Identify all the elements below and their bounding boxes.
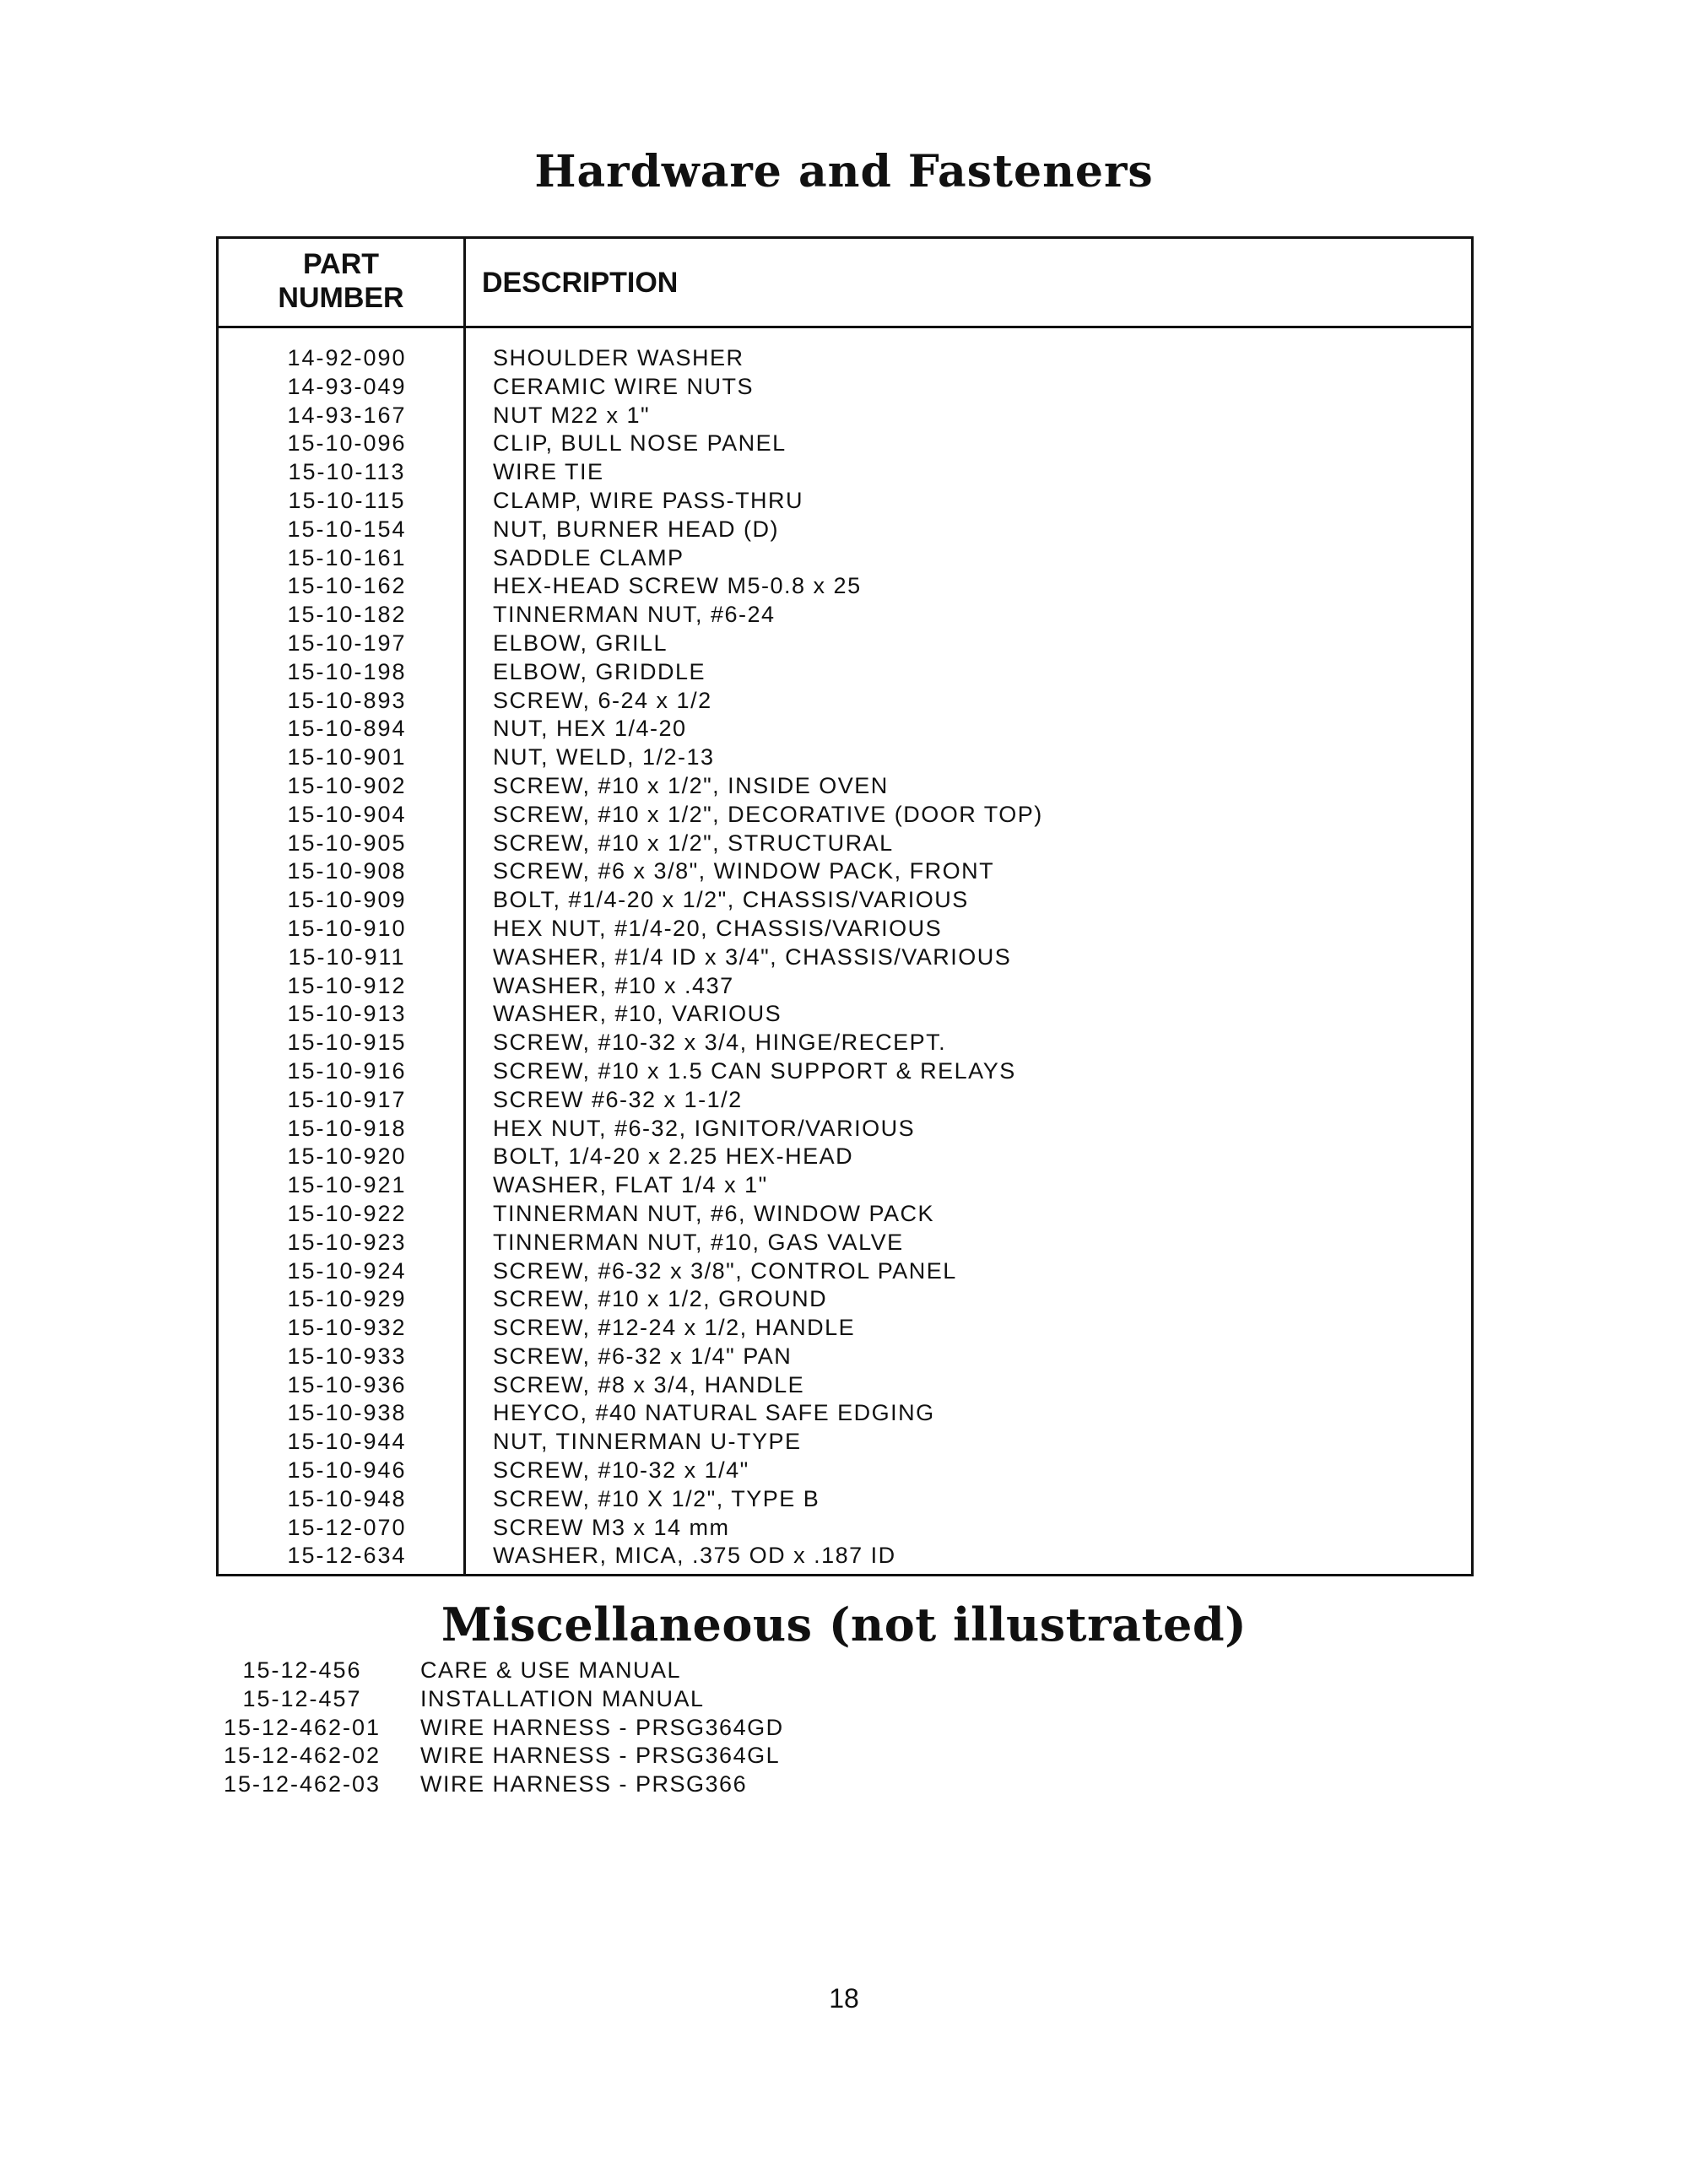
table-row — [219, 516, 1471, 544]
misc-list — [218, 1657, 784, 1799]
table-row — [219, 943, 1471, 972]
part-number-cell: 14-93-167 — [287, 402, 407, 428]
list-item — [218, 1742, 784, 1770]
list-item — [218, 1657, 784, 1685]
description-cell: ELBOW, GRIDDLE — [493, 658, 706, 684]
description-cell: TINNERMAN NUT, #6, WINDOW PACK — [493, 1200, 935, 1226]
part-number-cell: 15-10-198 — [287, 658, 407, 684]
description-cell: SCREW, #10 x 1/2, GROUND — [493, 1286, 828, 1312]
description-cell: HEYCO, #40 NATURAL SAFE EDGING — [493, 1400, 935, 1426]
part-number-cell: 15-10-923 — [287, 1229, 407, 1255]
description-cell: SCREW, #12-24 x 1/2, HANDLE — [493, 1315, 856, 1341]
description-cell: SCREW, #10 x 1/2", INSIDE OVEN — [493, 772, 889, 798]
table-body — [219, 344, 1471, 1570]
description-cell: SCREW, #10 x 1/2", STRUCTURAL — [493, 830, 894, 856]
list-item — [218, 1714, 784, 1743]
part-number-cell: 15-10-936 — [287, 1371, 407, 1397]
description-cell: SCREW, 6-24 x 1/2 — [493, 687, 712, 713]
part-number-header — [219, 247, 463, 315]
part-number-cell: 15-12-634 — [287, 1543, 407, 1569]
misc-description: CARE & USE MANUAL — [420, 1657, 682, 1683]
table-row — [219, 544, 1471, 573]
table-row — [219, 1057, 1471, 1086]
part-number-cell: 15-10-924 — [287, 1257, 407, 1284]
part-number-cell: 15-10-915 — [287, 1030, 407, 1056]
part-number-cell: 15-10-893 — [287, 687, 407, 713]
part-number-header-line1: PART — [302, 248, 380, 280]
part-number-cell: 15-10-922 — [287, 1200, 407, 1226]
description-cell: SCREW, #10-32 x 3/4, HINGE/RECEPT. — [493, 1030, 947, 1056]
table-row — [219, 1229, 1471, 1257]
misc-part-number: 15-12-457 — [242, 1685, 362, 1711]
table-row — [219, 458, 1471, 487]
part-number-cell: 15-10-918 — [287, 1115, 407, 1141]
description-cell: ELBOW, GRILL — [493, 630, 668, 656]
table-row — [219, 1457, 1471, 1485]
table-row — [219, 1115, 1471, 1143]
table-row — [219, 572, 1471, 601]
misc-part-number: 15-12-462-03 — [223, 1771, 381, 1797]
table-row — [219, 1314, 1471, 1343]
table-row — [219, 1399, 1471, 1428]
part-number-cell: 15-10-946 — [287, 1457, 407, 1484]
misc-part-number: 15-12-462-02 — [223, 1743, 381, 1769]
part-number-cell: 15-10-929 — [287, 1286, 407, 1312]
description-cell: SHOULDER WASHER — [493, 345, 744, 370]
description-cell: WASHER, #10 x .437 — [493, 972, 734, 998]
table-row — [219, 1200, 1471, 1229]
misc-description: WIRE HARNESS - PRSG366 — [420, 1771, 748, 1797]
description-cell: SCREW, #10 X 1/2", TYPE B — [493, 1485, 820, 1511]
description-cell: TINNERMAN NUT, #6-24 — [493, 602, 776, 628]
table-row — [219, 801, 1471, 830]
table-row — [219, 487, 1471, 516]
misc-description: INSTALLATION MANUAL — [420, 1685, 705, 1711]
part-number-cell: 15-10-948 — [287, 1485, 407, 1511]
part-number-cell: 15-10-154 — [287, 516, 407, 542]
part-number-cell: 15-10-162 — [287, 573, 407, 599]
table-row — [219, 1514, 1471, 1543]
part-number-cell: 15-10-902 — [287, 772, 407, 798]
part-number-cell: 15-10-910 — [287, 915, 407, 941]
table-row — [219, 373, 1471, 402]
table-row — [219, 1000, 1471, 1029]
part-number-cell: 15-10-920 — [287, 1143, 407, 1170]
table-row — [219, 857, 1471, 886]
table-row — [219, 1285, 1471, 1314]
list-item — [218, 1770, 784, 1799]
part-number-cell: 15-10-916 — [287, 1057, 407, 1084]
description-cell: SCREW, #6-32 x 3/8", CONTROL PANEL — [493, 1257, 957, 1284]
part-number-cell: 15-10-113 — [288, 459, 406, 485]
description-cell: SCREW, #6-32 x 1/4" PAN — [493, 1343, 793, 1369]
table-row — [219, 430, 1471, 458]
description-cell: CERAMIC WIRE NUTS — [493, 373, 754, 399]
description-cell: SCREW, #6 x 3/8", WINDOW PACK, FRONT — [493, 858, 995, 884]
description-cell: SCREW, #10 x 1.5 CAN SUPPORT & RELAYS — [493, 1057, 1016, 1084]
part-number-cell: 15-10-182 — [287, 602, 407, 628]
table-row — [219, 886, 1471, 915]
description-cell: WASHER, MICA, .375 OD x .187 ID — [493, 1543, 896, 1569]
table-row — [219, 630, 1471, 658]
part-number-cell: 14-92-090 — [287, 345, 407, 370]
description-cell: SADDLE CLAMP — [493, 544, 684, 570]
part-number-cell: 15-10-933 — [287, 1343, 407, 1369]
table-row — [219, 830, 1471, 858]
table-row — [219, 972, 1471, 1001]
part-number-cell: 14-93-049 — [287, 373, 407, 399]
description-header: DESCRIPTION — [482, 267, 679, 299]
table-row — [219, 1542, 1471, 1570]
part-number-cell: 15-10-913 — [287, 1001, 407, 1027]
part-number-cell: 15-10-938 — [287, 1400, 407, 1426]
table-row — [219, 743, 1471, 772]
part-number-cell: 15-10-894 — [287, 716, 407, 742]
table-row — [219, 601, 1471, 630]
description-cell: NUT, BURNER HEAD (D) — [493, 516, 780, 542]
misc-part-number: 15-12-462-01 — [223, 1714, 381, 1740]
part-number-cell: 15-10-905 — [287, 830, 407, 856]
description-cell: WIRE TIE — [493, 459, 604, 485]
table-row — [219, 1029, 1471, 1057]
table-row — [219, 1171, 1471, 1200]
part-number-cell: 15-12-070 — [287, 1514, 407, 1540]
part-number-header-line2: NUMBER — [278, 282, 404, 314]
table-row — [219, 1343, 1471, 1371]
table-row — [219, 658, 1471, 687]
table-row — [219, 915, 1471, 943]
table-row — [219, 344, 1471, 373]
misc-description: WIRE HARNESS - PRSG364GD — [420, 1714, 784, 1740]
part-number-cell: 15-10-912 — [287, 972, 407, 998]
description-cell: HEX NUT, #6-32, IGNITOR/VARIOUS — [493, 1115, 916, 1141]
description-cell: TINNERMAN NUT, #10, GAS VALVE — [493, 1229, 904, 1255]
table-row — [219, 772, 1471, 801]
part-number-cell: 15-10-115 — [288, 487, 406, 513]
part-number-cell: 15-10-944 — [287, 1429, 407, 1455]
list-item — [218, 1685, 784, 1714]
description-cell: SCREW, #10 x 1/2", DECORATIVE (DOOR TOP) — [493, 801, 1043, 827]
misc-part-number: 15-12-456 — [242, 1657, 362, 1683]
table-row — [219, 715, 1471, 743]
description-cell: SCREW M3 x 14 mm — [493, 1514, 730, 1540]
misc-description: WIRE HARNESS - PRSG364GL — [420, 1743, 781, 1769]
table-row — [219, 402, 1471, 430]
part-number-cell: 15-10-932 — [287, 1315, 407, 1341]
parts-table — [216, 236, 1474, 1576]
part-number-cell: 15-10-096 — [287, 430, 407, 457]
description-cell: WASHER, #10, VARIOUS — [493, 1001, 782, 1027]
part-number-cell: 15-10-921 — [287, 1172, 407, 1198]
description-cell: WASHER, FLAT 1/4 x 1" — [493, 1172, 768, 1198]
description-cell: CLIP, BULL NOSE PANEL — [493, 430, 787, 457]
part-number-cell: 15-10-901 — [287, 744, 407, 770]
table-row — [219, 1428, 1471, 1457]
part-number-cell: 15-10-197 — [287, 630, 407, 656]
misc-section-title: Miscellaneous (not illustrated) — [441, 1597, 1247, 1652]
description-cell: NUT, HEX 1/4-20 — [493, 716, 687, 742]
description-cell: NUT, TINNERMAN U-TYPE — [493, 1429, 802, 1455]
description-cell: NUT, WELD, 1/2-13 — [493, 744, 715, 770]
table-row — [219, 1485, 1471, 1514]
header-divider — [219, 326, 1471, 328]
description-cell: WASHER, #1/4 ID x 3/4", CHASSIS/VARIOUS — [493, 943, 1012, 970]
description-cell: SCREW #6-32 x 1-1/2 — [493, 1086, 743, 1112]
page-title: Hardware and Fasteners — [534, 146, 1154, 197]
page-number: 18 — [829, 1983, 859, 2014]
part-number-cell: 15-10-909 — [287, 887, 407, 913]
description-cell: SCREW, #10-32 x 1/4" — [493, 1457, 749, 1484]
part-number-cell: 15-10-908 — [287, 858, 407, 884]
description-cell: BOLT, #1/4-20 x 1/2", CHASSIS/VARIOUS — [493, 887, 969, 913]
description-cell: SCREW, #8 x 3/4, HANDLE — [493, 1371, 805, 1397]
table-row — [219, 1086, 1471, 1115]
description-cell: HEX NUT, #1/4-20, CHASSIS/VARIOUS — [493, 915, 943, 941]
description-cell: CLAMP, WIRE PASS-THRU — [493, 487, 804, 513]
part-number-cell: 15-10-904 — [287, 801, 407, 827]
description-cell: HEX-HEAD SCREW M5-0.8 x 25 — [493, 573, 862, 599]
part-number-cell: 15-10-911 — [288, 943, 406, 970]
part-number-cell: 15-10-161 — [287, 544, 407, 570]
description-cell: NUT M22 x 1" — [493, 402, 651, 428]
description-cell: BOLT, 1/4-20 x 2.25 HEX-HEAD — [493, 1143, 854, 1170]
part-number-cell: 15-10-917 — [287, 1086, 407, 1112]
table-row — [219, 1257, 1471, 1286]
table-row — [219, 1371, 1471, 1400]
table-row — [219, 1143, 1471, 1171]
table-row — [219, 687, 1471, 716]
